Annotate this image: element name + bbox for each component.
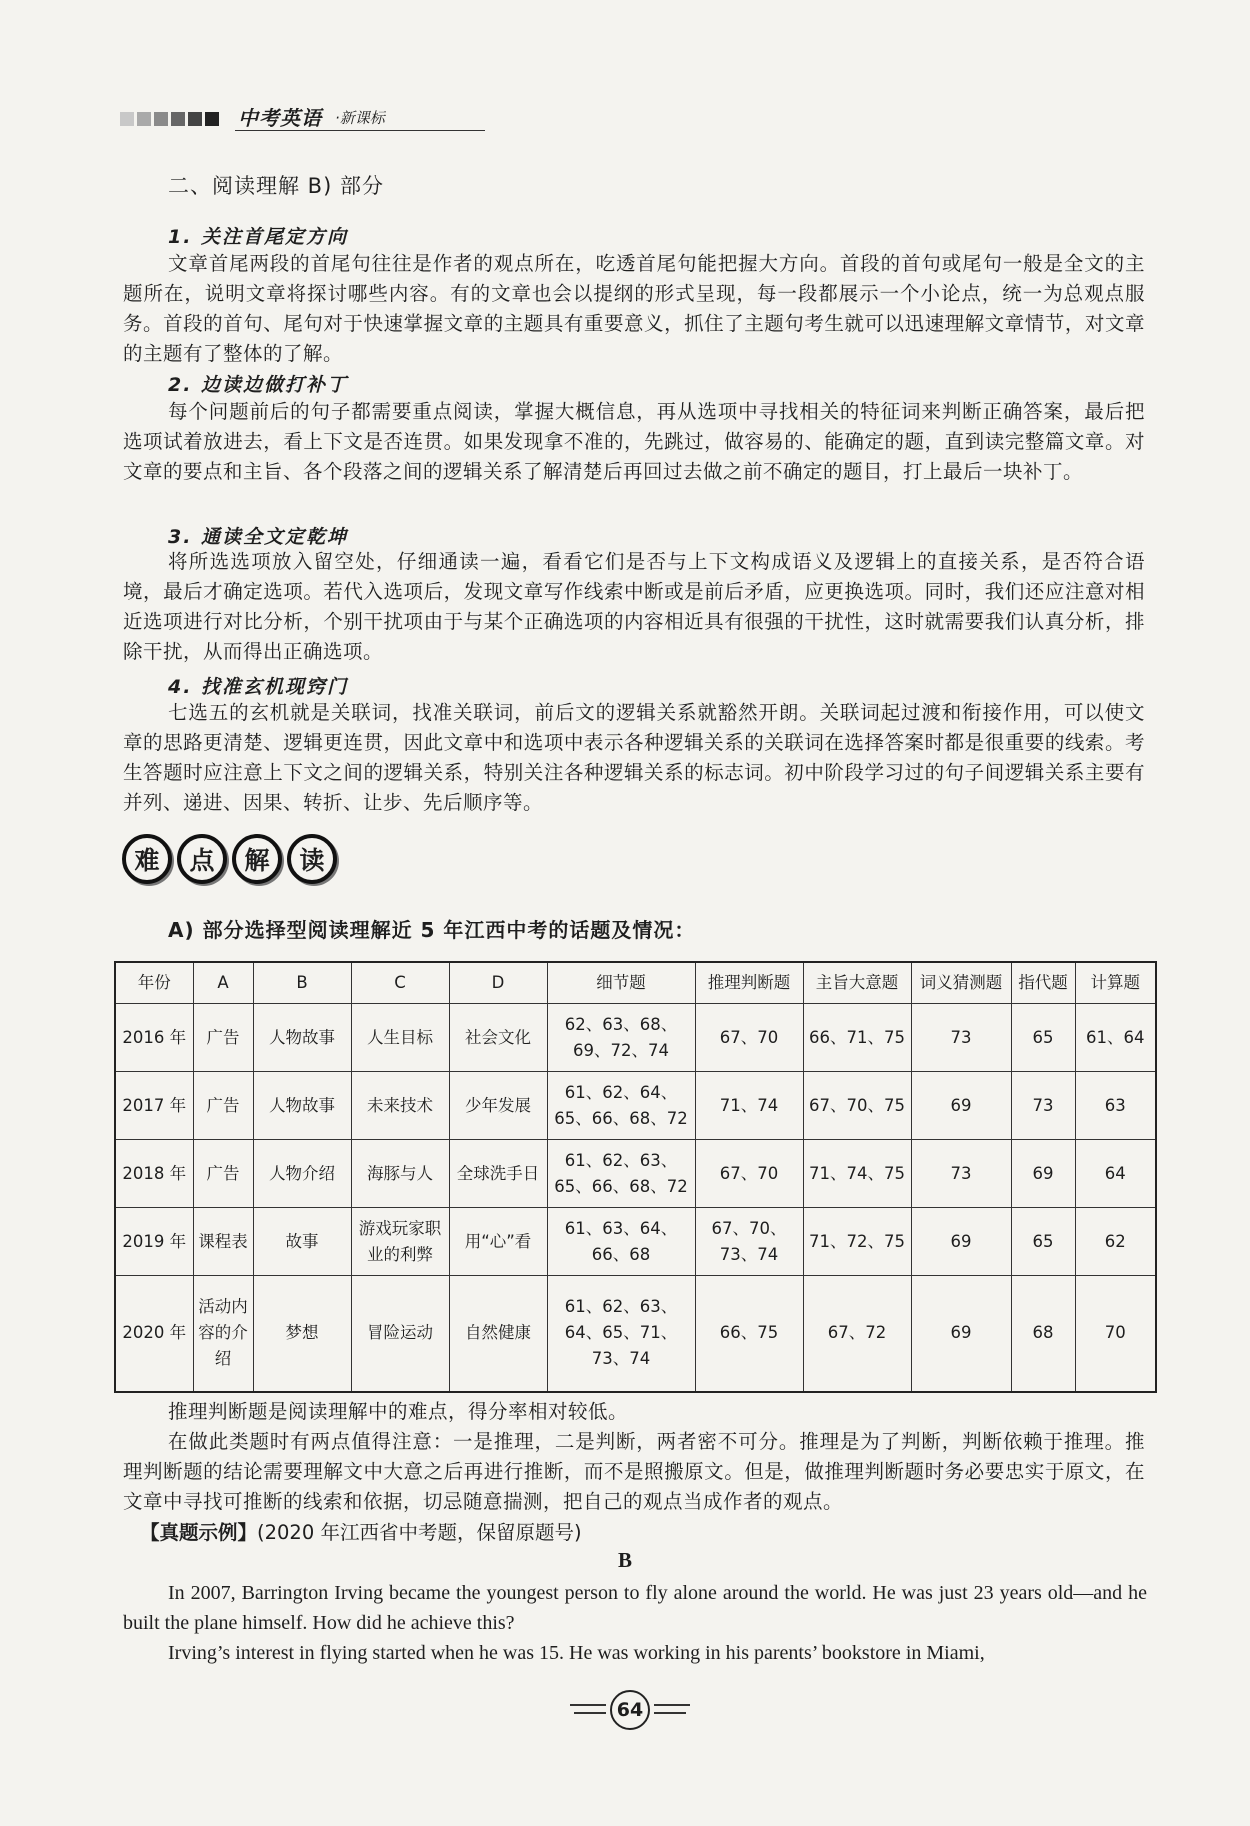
cell: 2020 年 — [115, 1276, 193, 1392]
cell: 活动内容的介绍 — [193, 1276, 253, 1392]
cell: 2018 年 — [115, 1140, 193, 1208]
real-exam-example-line — [140, 1517, 582, 1545]
tip-text-1: 文章首尾两段的首尾句往往是作者的观点所在，吃透首尾句能把握大方向。首段的首句或尾句一般是全文的主题所在，说明文章将探讨哪些内容。有的文章也会以提纲的形式呈现，每一段都展示一个小论点，统一为总观点服务。首段的首句、尾句对于快速掌握文章的主题具有重要意义，抓住了主题句考生就可以迅速理解文章情节，对文章的主题有了整体的了解。 — [123, 252, 1145, 365]
table-row — [115, 1072, 1156, 1140]
cell: 未来技术 — [351, 1072, 449, 1140]
cell: 63 — [1075, 1072, 1156, 1140]
cell: 自然健康 — [449, 1276, 547, 1392]
cell: 梦想 — [253, 1276, 351, 1392]
example-label: 【真题示例】 — [140, 1521, 258, 1544]
badge-char: 点 — [177, 834, 227, 884]
col-header: 主旨大意题 — [803, 962, 911, 1004]
col-header: 年份 — [115, 962, 193, 1004]
tip-title-4: 4. 找准玄机现窍门 — [168, 676, 349, 698]
cell: 67、70、75 — [803, 1072, 911, 1140]
page-number-rule — [654, 1704, 690, 1706]
cell: 广告 — [193, 1004, 253, 1072]
col-header: 细节题 — [547, 962, 695, 1004]
cell: 68 — [1011, 1276, 1075, 1392]
cell: 广告 — [193, 1140, 253, 1208]
page-number-rule — [574, 1712, 606, 1714]
cell: 61、62、64、65、66、68、72 — [547, 1072, 695, 1140]
header-squares-decoration — [120, 112, 219, 126]
cell: 61、63、64、66、68 — [547, 1208, 695, 1276]
col-header: 指代题 — [1011, 962, 1075, 1004]
note-paragraph-2: 在做此类题时有两点值得注意：一是推理，二是判断，两者密不可分。推理是为了判断，判断依赖于推理。推理判断题的结论需要理解文中大意之后再进行推断，而不是照搬原文。但是，做推理判断题时务必要忠实于原文，在文章中寻找可推断的线索和依据，切忌随意揣测，把自己的观点当成作者的观点。 — [123, 1430, 1145, 1513]
tip-text-3: 将所选选项放入留空处，仔细通读一遍，看看它们是否与上下文构成语义及逻辑上的直接关系，是否符合语境，最后才确定选项。若代入选项后，发现文章写作线索中断或是前后矛盾，应更换选项。同时，我们还应注意对相近选项进行对比分析，个别干扰项由于与某个正确选项的内容相近具有很强的干扰性，这时就需要我们认真分析，排除干扰，从而得出正确选项。 — [123, 550, 1145, 663]
badge-char: 解 — [232, 834, 282, 884]
cell: 少年发展 — [449, 1072, 547, 1140]
page-number-rule — [654, 1712, 686, 1714]
tip-title-1: 1. 关注首尾定方向 — [168, 226, 349, 248]
table-row — [115, 1208, 1156, 1276]
passage-paragraph-1: In 2007, Barrington Irving became the youngest person to fly alone around the world. He was just 23 years old—and he built the plane himself. How did he achieve this? — [123, 1582, 1147, 1634]
cell: 社会文化 — [449, 1004, 547, 1072]
table-row — [115, 1140, 1156, 1208]
cell: 71、74 — [695, 1072, 803, 1140]
cell: 65 — [1011, 1004, 1075, 1072]
cell: 67、72 — [803, 1276, 911, 1392]
cell: 课程表 — [193, 1208, 253, 1276]
cell: 人生目标 — [351, 1004, 449, 1072]
cell: 62、63、68、69、72、74 — [547, 1004, 695, 1072]
cell: 全球洗手日 — [449, 1140, 547, 1208]
page-number: 64 — [610, 1690, 650, 1730]
table-row — [115, 1276, 1156, 1392]
cell: 2016 年 — [115, 1004, 193, 1072]
cell: 广告 — [193, 1072, 253, 1140]
cell: 人物故事 — [253, 1072, 351, 1140]
col-header: 推理判断题 — [695, 962, 803, 1004]
table-row — [115, 1004, 1156, 1072]
cell: 67、70 — [695, 1140, 803, 1208]
cell: 61、62、63、65、66、68、72 — [547, 1140, 695, 1208]
cell: 62 — [1075, 1208, 1156, 1276]
cell: 67、70、73、74 — [695, 1208, 803, 1276]
tip-title-3: 3. 通读全文定乾坤 — [168, 526, 349, 548]
cell: 用“心”看 — [449, 1208, 547, 1276]
badge-char: 读 — [287, 834, 337, 884]
passage-paragraph-2: Irving’s interest in flying started when he was 15. He was working in his parents’ bookstore in Miami, — [168, 1642, 985, 1664]
cell: 人物介绍 — [253, 1140, 351, 1208]
badge-char: 难 — [122, 834, 172, 884]
tip-text-2: 每个问题前后的句子都需要重点阅读，掌握大概信息，再从选项中寻找相关的特征词来判断正确答案，最后把选项试着放进去，看上下文是否连贯。如果发现拿不准的，先跳过，做容易的、能确定的题，直到读完整篇文章。对文章的要点和主旨、各个段落之间的逻辑关系了解清楚后再回过去做之前不确定的题目，打上最后一块补丁。 — [123, 400, 1145, 483]
exam-topics-table — [114, 961, 1157, 1393]
table-header-row — [115, 962, 1156, 1004]
cell: 73 — [911, 1004, 1011, 1072]
header-rule — [235, 130, 485, 131]
cell: 游戏玩家职业的利弊 — [351, 1208, 449, 1276]
cell: 64 — [1075, 1140, 1156, 1208]
cell: 61、62、63、64、65、71、73、74 — [547, 1276, 695, 1392]
passage-letter: B — [617, 1548, 632, 1572]
col-header: 计算题 — [1075, 962, 1156, 1004]
cell: 人物故事 — [253, 1004, 351, 1072]
cell: 70 — [1075, 1276, 1156, 1392]
cell: 69 — [911, 1276, 1011, 1392]
page-number-block — [570, 1690, 690, 1730]
cell: 66、71、75 — [803, 1004, 911, 1072]
cell: 73 — [1011, 1072, 1075, 1140]
cell: 71、74、75 — [803, 1140, 911, 1208]
cell: 冒险运动 — [351, 1276, 449, 1392]
cell: 2019 年 — [115, 1208, 193, 1276]
cell: 61、64 — [1075, 1004, 1156, 1072]
running-header — [120, 100, 485, 134]
page-number-rule — [570, 1704, 606, 1706]
book-title: 中考英语 — [238, 106, 322, 130]
col-header: B — [253, 962, 351, 1004]
col-header: A — [193, 962, 253, 1004]
cell: 73 — [911, 1140, 1011, 1208]
cell: 海豚与人 — [351, 1140, 449, 1208]
tip-title-2: 2. 边读边做打补丁 — [168, 374, 349, 396]
note-paragraph-1: 推理判断题是阅读理解中的难点，得分率相对较低。 — [168, 1400, 629, 1423]
cell: 67、70 — [695, 1004, 803, 1072]
table-title: A) 部分选择型阅读理解近 5 年江西中考的话题及情况： — [168, 918, 696, 942]
cell: 65 — [1011, 1208, 1075, 1276]
book-subtitle: ·新课标 — [335, 109, 385, 127]
col-header: 词义猜测题 — [911, 962, 1011, 1004]
cell: 69 — [1011, 1140, 1075, 1208]
col-header: C — [351, 962, 449, 1004]
tip-text-4: 七选五的玄机就是关联词，找准关联词，前后文的逻辑关系就豁然开朗。关联词起过渡和衔接作用，可以使文章的思路更清楚、逻辑更连贯，因此文章中和选项中表示各种逻辑关系的关联词在选择答案时都是很重要的线索。考生答题时应注意上下文之间的逻辑关系，特别关注各种逻辑关系的标志词。初中阶段学习过的句子间逻辑关系主要有并列、递进、因果、转折、让步、先后顺序等。 — [123, 701, 1145, 814]
cell: 2017 年 — [115, 1072, 193, 1140]
cell: 69 — [911, 1072, 1011, 1140]
section-title: 二、阅读理解 B) 部分 — [168, 174, 384, 198]
cell: 69 — [911, 1208, 1011, 1276]
cell: 66、75 — [695, 1276, 803, 1392]
cell: 故事 — [253, 1208, 351, 1276]
example-note: (2020 年江西省中考题，保留原题号) — [257, 1521, 582, 1544]
difficulty-heading-badges — [122, 834, 337, 884]
cell: 71、72、75 — [803, 1208, 911, 1276]
col-header: D — [449, 962, 547, 1004]
